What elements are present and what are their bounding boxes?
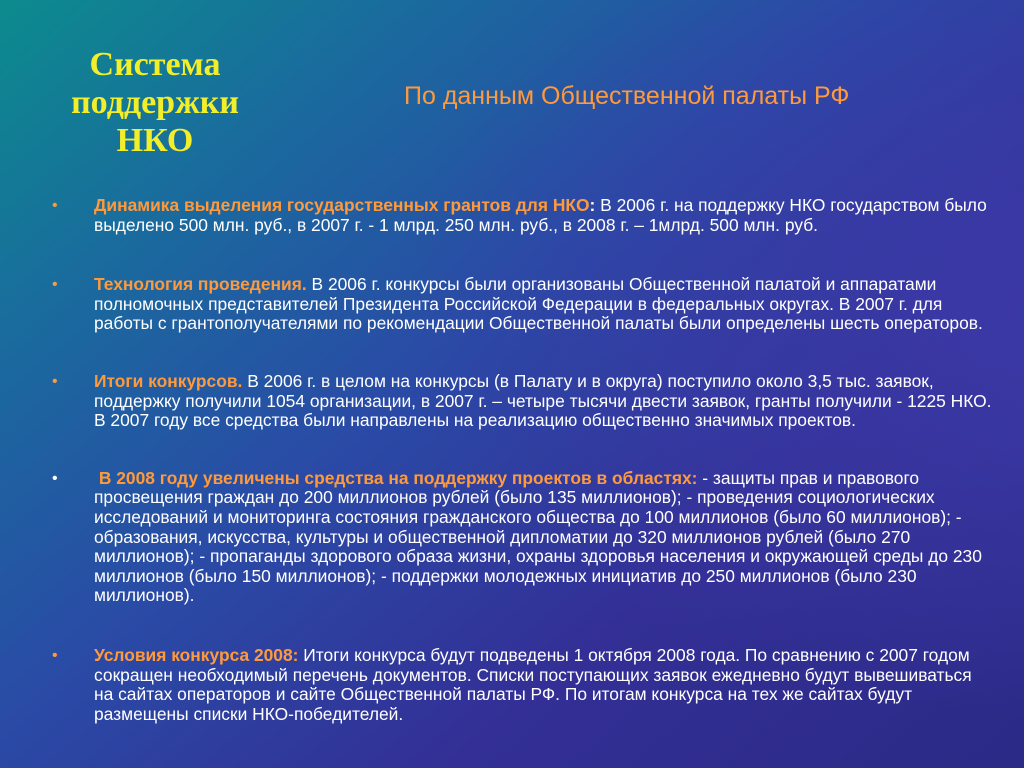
bullet-icon: • — [52, 372, 58, 390]
bullet-icon: • — [52, 276, 58, 294]
bullet-list — [52, 196, 992, 724]
list-item — [52, 275, 992, 334]
item-text: Итоги конкурса будут подведены 1 октября 2008 года. По сравнению с 2007 годом сокращен необходимый перечень документов. Списки поступающих заявок ежедневно будут вывешиваться на сайтах операторов и сайте Общественной палаты РФ. По итогам конкурса на тех же сайтах будут размещены списки НКО-победителей. — [94, 644, 972, 724]
item-heading: Условия конкурса 2008: — [94, 644, 299, 665]
item-heading: Технология проведения. — [94, 274, 307, 295]
item-heading: Итоги конкурсов. — [94, 370, 243, 391]
item-heading: В 2008 году увеличены средства на поддержку проектов в областях: — [98, 467, 698, 488]
bullet-icon: • — [52, 197, 58, 214]
item-text: В 2006 г. на поддержку НКО государством было выделено 500 млн. руб., в 2007 г. - 1 млрд. 250 млн. руб., в 2008 г. – 1млрд. 500 млн. руб. — [94, 195, 987, 235]
item-heading-colon: : — [589, 195, 596, 215]
list-item — [52, 469, 992, 606]
bullet-icon: • — [52, 646, 58, 664]
list-item — [52, 646, 992, 724]
list-item — [52, 372, 992, 431]
item-heading: Динамика выделения государственных грантов для НКО — [94, 195, 590, 215]
item-text: В 2006 г. в целом на конкурсы (в Палату и в округа) поступило около 3,5 тыс. заявок, поддержку получили 1054 организации, в 2007 г. – четыре тысячи двести заявок, гранты получили - 1225 НКО. В 2007 году все средства были направлены на реализацию общественно значимых проектов. — [94, 370, 992, 431]
bullet-icon: • — [52, 469, 58, 487]
item-text: В 2006 г. конкурсы были организованы Общественной палатой и аппаратами полномочных представителей Президента Российской Федерации в федеральных округах. В 2007 г. для работы с грантополучателями по рекомендации Общественной палаты были определены шесть операторов. — [94, 274, 983, 334]
slide-title: Система поддержки НКО — [71, 46, 239, 159]
slide-subtitle: По данным Общественной палаты РФ — [404, 82, 850, 110]
list-item — [52, 196, 992, 235]
item-text: - защиты прав и правового просвещения граждан до 200 миллионов рублей (было 135 миллионов); - проведения социологических исследований и мониторинга состояния гражданского общества до 100 миллионов (было 60 миллионов); - образования, искусства, культуры и общественной дипломатии до 320 миллионов рублей (было 270 миллионов); - пропаганды здорового образа жизни, охраны здоровья населения и окружающей среды до 230 миллионов (было 150 миллионов); - поддержки молодежных инициатив до 250 миллионов (было 230 миллионов). — [94, 467, 982, 606]
